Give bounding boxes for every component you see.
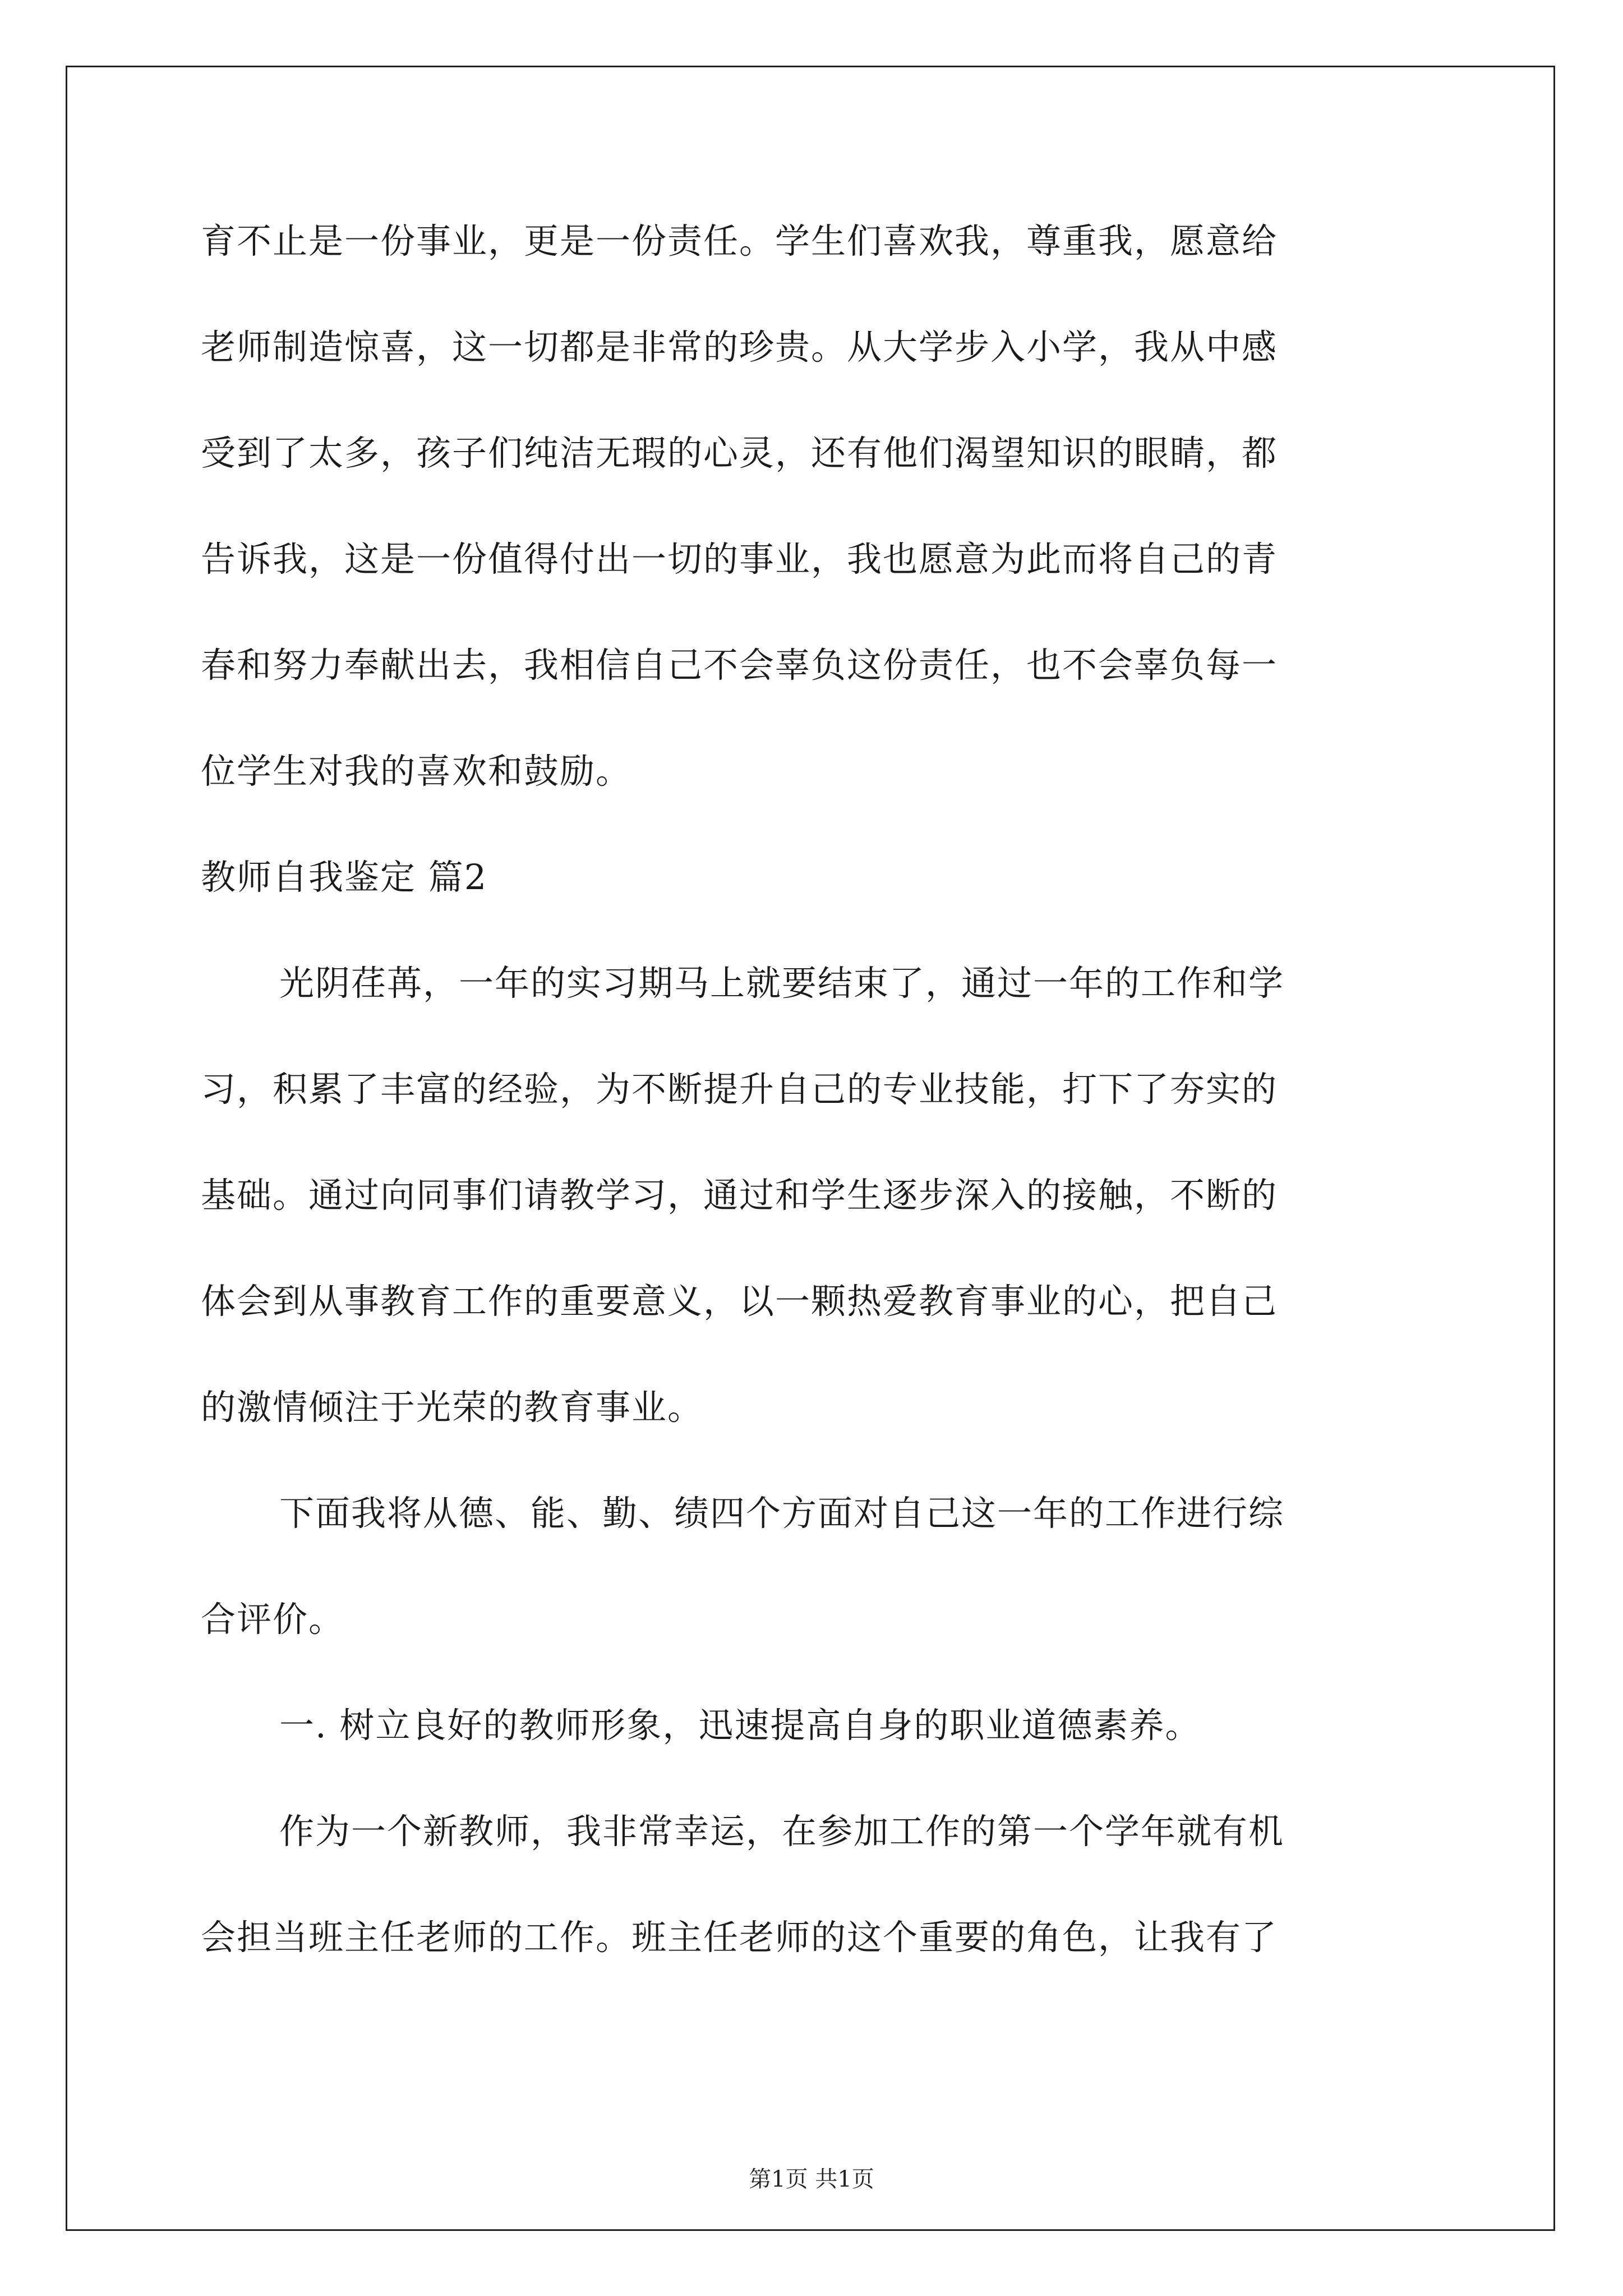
paragraph-line: 的激情倾注于光荣的教育事业。 [201, 1387, 704, 1428]
paragraph-line: 体会到从事教育工作的重要意义，以一颗热爱教育事业的心，把自己 [201, 1281, 1278, 1322]
paragraph-line: 告诉我，这是一份值得付出一切的事业，我也愿意为此而将自己的青 [201, 539, 1278, 579]
paragraph-line: 老师制造惊喜，这一切都是非常的珍贵。从大学步入小学，我从中感 [201, 326, 1278, 367]
paragraph-line: 合评价。 [201, 1599, 345, 1640]
paragraph-line: 春和努力奉献出去，我相信自己不会辜负这份责任，也不会辜负每一 [201, 645, 1278, 685]
page-border [66, 66, 1555, 2231]
paragraph-line: 受到了太多，孩子们纯洁无瑕的心灵，还有他们渴望知识的眼睛，都 [201, 432, 1278, 473]
paragraph-line: 会担当班主任老师的工作。班主任老师的这个重要的角色，让我有了 [201, 1917, 1278, 1958]
paragraph-line: 作为一个新教师，我非常幸运，在参加工作的第一个学年就有机 [279, 1811, 1285, 1852]
page-footer: 第1页 共1页 [749, 2166, 874, 2192]
paragraph-line: 基础。通过向同事们请教学习，通过和学生逐步深入的接触，不断的 [201, 1175, 1278, 1216]
paragraph-line: 育不止是一份事业，更是一份责任。学生们喜欢我，尊重我，愿意给 [201, 220, 1278, 261]
paragraph-line: 光阴荏苒，一年的实习期马上就要结束了，通过一年的工作和学 [279, 963, 1285, 1004]
subsection-heading: 一. 树立良好的教师形象，迅速提高自身的职业道德素养。 [279, 1705, 1201, 1746]
paragraph-line: 习，积累了丰富的经验，为不断提升自己的专业技能，打下了夯实的 [201, 1069, 1278, 1110]
paragraph-line: 下面我将从德、能、勤、绩四个方面对自己这一年的工作进行综 [279, 1493, 1285, 1534]
section-heading: 教师自我鉴定 篇2 [201, 857, 488, 898]
paragraph-line: 位学生对我的喜欢和鼓励。 [201, 751, 632, 792]
